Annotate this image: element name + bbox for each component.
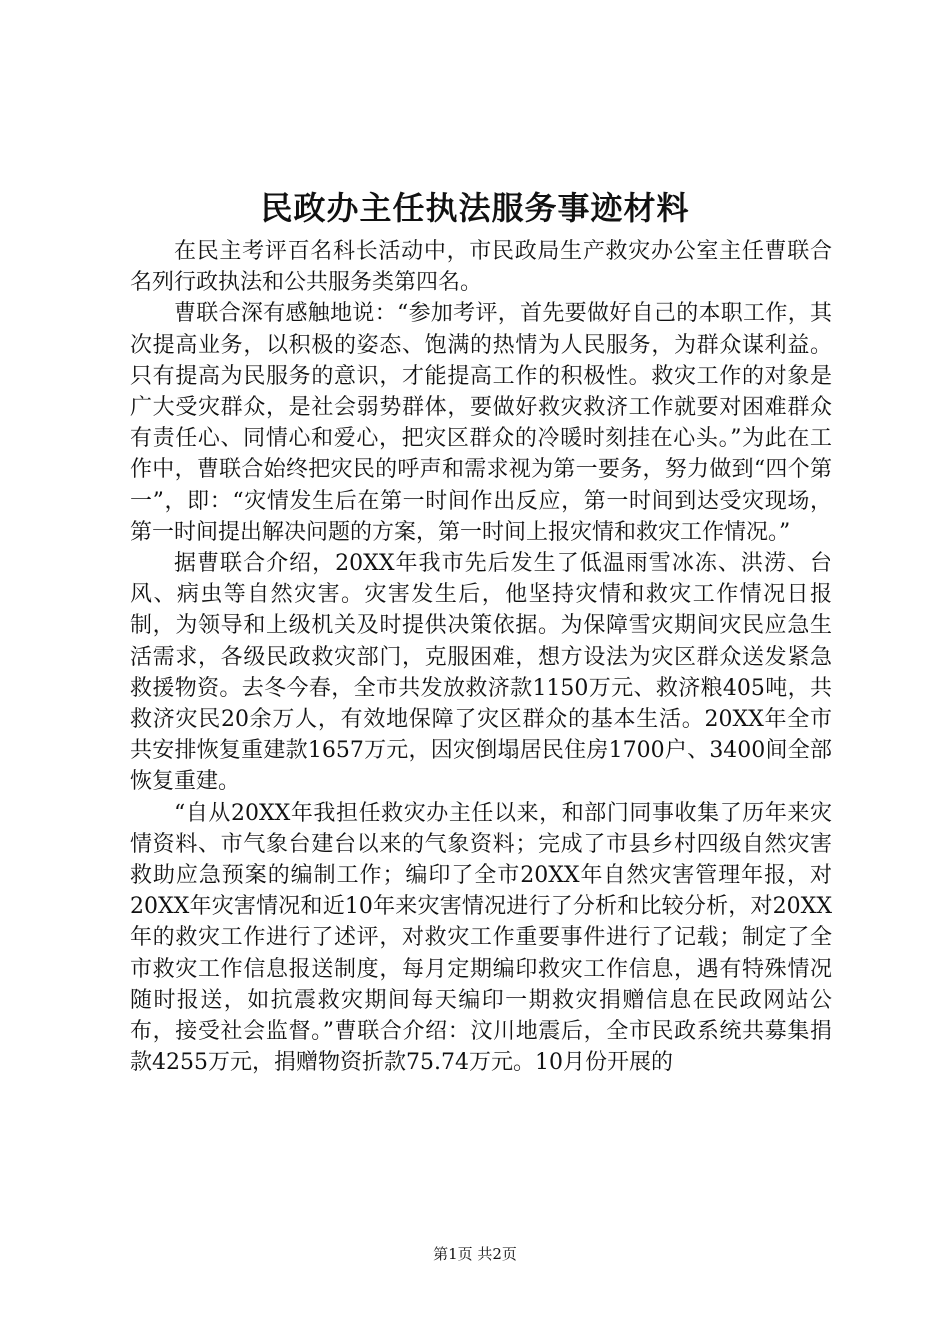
paragraph-4: “自从20XX年我担任救灾办主任以来，和部门同事收集了历年来灾情资料、市气象台建台以来的气象资料；完成了市县乡村四级自然灾害救助应急预案的编制工作；编印了全市20XX年自然灾害管理年报，对20XX年灾害情况和近10年来灾害情况进行了分析和比较分析，对20XX年的救灾工作进行了述评，对救灾工作重要事件进行了记载；制定了全市救灾工作信息报送制度，每月定期编印救灾工作信息，遇有特殊情况随时报送，如抗震救灾期间每天编印一期救灾捐赠信息在民政网站公布，接受社会监督。”曹联合介绍：汶川地震后，全市民政系统共募集捐款4255万元，捐赠物资折款75.74万元。10月份开展的 (130, 800, 832, 1076)
document-title: 民政办主任执法服务事迹材料 (260, 189, 690, 227)
paragraph-2: 曹联合深有感触地说：“参加考评，首先要做好自己的本职工作，其次提高业务，以积极的姿态、饱满的热情为人民服务，为群众谋利益。只有提高为民服务的意识，才能提高工作的积极性。救灾工作的对象是广大受灾群众，是社会弱势群体，要做好救灾救济工作就要对困难群众有责任心、同情心和爱心，把灾区群众的冷暖时刻挂在心头。”为此在工作中，曹联合始终把灾民的呼声和需求视为第一要务，努力做到“四个第一”，即：“灾情发生后在第一时间作出反应，第一时间到达受灾现场，第一时间提出解决问题的方案，第一时间上报灾情和救灾工作情况。” (130, 301, 832, 545)
paragraph-3: 据曹联合介绍，20XX年我市先后发生了低温雨雪冰冻、洪涝、台风、病虫等自然灾害。灾害发生后，他坚持灾情和救灾工作情况日报制，为领导和上级机关及时提供决策依据。为保障雪灾期间灾民应急生活需求，各级民政救灾部门，克服困难，想方设法为灾区群众送发紧急救援物资。去冬今春，全市共发放救济款1150万元、救济粮405吨，共救济灾民20余万人，有效地保障了灾区群众的基本生活。20XX年全市共安排恢复重建款1657万元，因灾倒塌居民住房1700户、3400间全部恢复重建。 (130, 551, 832, 795)
paragraph-1: 在民主考评百名科长活动中，市民政局生产救灾办公室主任曹联合名列行政执法和公共服务类第四名。 (130, 239, 832, 296)
page-number-footer: 第1页 共2页 (433, 1245, 517, 1263)
document-body (130, 236, 832, 1078)
